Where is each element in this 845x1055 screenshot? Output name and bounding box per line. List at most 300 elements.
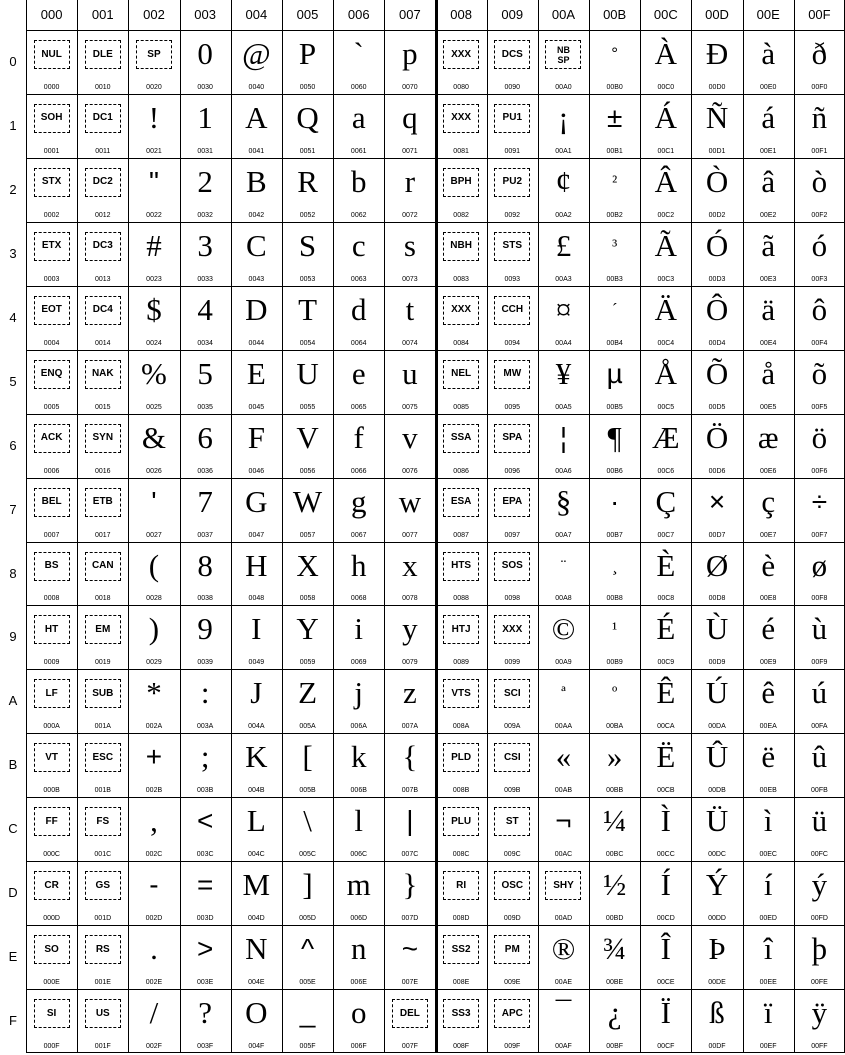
character-glyph: J [250, 675, 263, 711]
code-point-label: 00B0 [606, 83, 623, 91]
code-point-label: 0098 [504, 595, 521, 603]
code-cell-00F7 [794, 478, 845, 542]
grid-hline [26, 733, 845, 734]
character-glyph: I [251, 611, 262, 647]
code-cell-00C9 [640, 605, 691, 669]
code-cell-00CD [640, 861, 691, 925]
code-cell-0086 [436, 414, 487, 478]
code-cell-00EB [743, 733, 794, 797]
code-point-label: 000D [43, 915, 60, 923]
character-glyph: Ó [705, 227, 729, 263]
grid-hline [26, 925, 845, 926]
code-point-label: 00F4 [811, 339, 828, 347]
code-cell-0097 [487, 478, 538, 542]
code-point-label: 0004 [43, 339, 60, 347]
control-abbreviation: VT [34, 743, 70, 772]
code-point-label: 0021 [146, 147, 162, 155]
code-point-label: 0032 [197, 211, 213, 219]
code-point-label: 0029 [146, 659, 162, 667]
character-glyph: ¹ [612, 619, 618, 639]
character-glyph: Î [660, 931, 671, 967]
code-cell-0056 [282, 414, 333, 478]
code-point-label: 0052 [299, 211, 316, 219]
code-cell-002B [128, 733, 179, 797]
code-cell-00CA [640, 669, 691, 733]
code-cell-00EE [743, 925, 794, 989]
character-glyph: w [398, 483, 422, 519]
code-point-label: 00B7 [606, 531, 623, 539]
column-header-009: 009 [501, 7, 524, 22]
character-glyph: â [761, 163, 776, 199]
code-point-label: 00D3 [708, 275, 726, 283]
code-cell-008F [436, 989, 487, 1053]
control-abbreviation: NBH [443, 232, 479, 261]
character-glyph: U [296, 355, 319, 391]
control-abbreviation: SP [136, 40, 172, 69]
control-abbreviation: ETX [34, 232, 70, 261]
character-glyph: þ [811, 931, 828, 967]
character-glyph: 3 [197, 227, 213, 263]
code-point-label: 004C [247, 851, 265, 859]
code-point-label: 0046 [248, 467, 265, 475]
code-point-label: 004D [247, 915, 265, 923]
code-cell-000B [26, 733, 77, 797]
character-glyph: ; [200, 739, 210, 775]
code-cell-008C [436, 797, 487, 861]
character-glyph: \ [303, 803, 312, 839]
code-point-label: 0086 [453, 467, 469, 475]
code-point-label: 0071 [402, 147, 418, 155]
code-point-label: 00DD [708, 915, 726, 923]
character-glyph: : [200, 675, 210, 711]
character-glyph: ` [353, 36, 364, 71]
code-point-label: 003F [197, 1043, 214, 1050]
control-abbreviation: RI [443, 871, 479, 900]
character-glyph: u [402, 355, 418, 391]
row-header-5: 5 [9, 373, 17, 389]
control-abbreviation: NB SP [545, 40, 581, 69]
code-cell-002C [128, 797, 179, 861]
code-point-label: 0090 [504, 83, 521, 91]
control-abbreviation: BPH [443, 168, 479, 197]
code-cell-00AE [538, 925, 589, 989]
control-abbreviation: XXX [494, 615, 530, 644]
character-glyph: C [246, 227, 267, 263]
code-cell-0028 [128, 542, 179, 606]
control-abbreviation: LF [34, 679, 70, 708]
character-glyph: ý [811, 867, 828, 903]
code-point-label: 00B6 [606, 467, 623, 475]
code-cell-00F5 [794, 350, 845, 414]
code-point-label: 00A4 [555, 339, 572, 347]
code-point-label: 0022 [146, 211, 162, 219]
grid-hline [26, 989, 845, 990]
character-glyph: s [403, 227, 416, 263]
character-glyph: ä [761, 291, 776, 327]
code-point-label: 005A [299, 723, 316, 731]
code-point-label: 0012 [94, 211, 111, 219]
control-abbreviation: CAN [85, 552, 121, 581]
code-point-label: 00CB [657, 787, 675, 795]
code-cell-00FC [794, 797, 845, 861]
code-point-label: 0035 [197, 403, 213, 411]
code-point-label: 003A [196, 723, 214, 731]
row-header-C: C [8, 821, 18, 837]
character-glyph: ¬ [555, 805, 572, 837]
code-cell-00AB [538, 733, 589, 797]
character-glyph: l [354, 803, 364, 839]
code-cell-001D [77, 861, 128, 925]
code-point-label: 00FE [811, 979, 828, 987]
character-glyph: 8 [197, 547, 213, 583]
control-abbreviation: ETB [85, 488, 121, 517]
code-cell-005D [282, 861, 333, 925]
code-cell-00D8 [691, 542, 742, 606]
code-point-label: 0028 [146, 595, 162, 603]
code-point-label: 008A [452, 723, 470, 731]
code-point-label: 00BB [606, 787, 624, 795]
code-point-label: 0099 [504, 659, 521, 667]
code-cell-00E8 [743, 542, 794, 606]
code-point-label: 005B [299, 787, 316, 795]
character-glyph: î [763, 931, 773, 967]
code-cell-00FE [794, 925, 845, 989]
character-glyph: Ö [705, 419, 729, 455]
code-cell-00A7 [538, 478, 589, 542]
code-point-label: 00D0 [708, 83, 726, 91]
code-point-label: 0000 [43, 83, 60, 91]
grid-hline [26, 414, 845, 415]
code-cell-00E2 [743, 158, 794, 222]
character-glyph: 9 [197, 611, 213, 647]
code-point-label: 00F6 [811, 467, 828, 475]
code-cell-001A [77, 669, 128, 733]
character-glyph: Ý [705, 867, 729, 903]
code-point-label: 007B [401, 787, 419, 795]
code-cell-0060 [333, 30, 384, 94]
code-cell-00B9 [589, 605, 640, 669]
code-cell-00CB [640, 733, 691, 797]
character-glyph: v [402, 419, 418, 455]
control-abbreviation: SPA [494, 424, 530, 453]
character-glyph: V [296, 419, 319, 455]
code-point-label: 00FA [811, 723, 828, 731]
character-glyph: R [297, 163, 318, 199]
code-point-label: 0065 [350, 403, 367, 411]
code-cell-00D7 [691, 478, 742, 542]
code-cell-003A [180, 669, 231, 733]
code-cell-00C2 [640, 158, 691, 222]
control-abbreviation: CCH [494, 296, 530, 325]
code-cell-001E [77, 925, 128, 989]
code-point-label: 0034 [197, 339, 213, 347]
code-cell-0002 [26, 158, 77, 222]
character-glyph: ´ [611, 299, 618, 319]
character-glyph: m [346, 867, 371, 903]
code-point-label: 00C6 [657, 467, 675, 475]
code-point-label: 003D [196, 915, 214, 923]
code-cell-005B [282, 733, 333, 797]
code-cell-0098 [487, 542, 538, 606]
code-cell-00FD [794, 861, 845, 925]
code-cell-00EA [743, 669, 794, 733]
code-cell-00C3 [640, 222, 691, 286]
code-point-label: 00DE [708, 979, 726, 987]
column-header-003: 003 [194, 7, 216, 22]
code-cell-0043 [231, 222, 282, 286]
code-point-label: 009D [503, 915, 521, 923]
code-cell-00B8 [589, 542, 640, 606]
code-cell-0048 [231, 542, 282, 606]
character-glyph: º [612, 683, 618, 703]
code-cell-0067 [333, 478, 384, 542]
code-point-label: 00CD [656, 915, 675, 923]
code-point-label: 007A [401, 723, 419, 731]
character-glyph: Ú [705, 675, 729, 711]
character-glyph: - [149, 869, 159, 901]
code-cell-009E [487, 925, 538, 989]
character-glyph: û [811, 739, 828, 775]
code-point-label: 0040 [248, 83, 265, 91]
code-point-label: 0056 [299, 467, 316, 475]
character-glyph: h [350, 547, 367, 583]
code-point-label: 00AF [555, 1043, 572, 1050]
column-header-00D: 00D [705, 7, 729, 22]
code-cell-0094 [487, 286, 538, 350]
character-glyph: A [245, 99, 268, 135]
code-cell-0037 [180, 478, 231, 542]
code-cell-0061 [333, 94, 384, 158]
control-abbreviation: RS [85, 935, 121, 964]
code-cell-0066 [333, 414, 384, 478]
character-glyph: ¨ [560, 555, 567, 575]
code-point-label: 0014 [94, 339, 111, 347]
code-point-label: 0095 [504, 403, 521, 411]
code-cell-00F0 [794, 30, 845, 94]
control-abbreviation: SI [34, 999, 70, 1028]
code-point-label: 0002 [43, 211, 60, 219]
code-point-label: 0024 [146, 339, 162, 347]
code-point-label: 0016 [94, 467, 111, 475]
control-abbreviation: NUL [34, 40, 70, 69]
character-glyph: $ [146, 291, 162, 327]
code-point-label: 0038 [197, 595, 213, 603]
control-abbreviation: STS [494, 232, 530, 261]
row-header-7: 7 [9, 501, 17, 517]
code-cell-0071 [384, 94, 435, 158]
control-abbreviation: NEL [443, 360, 479, 389]
control-abbreviation: ST [494, 807, 530, 836]
code-point-label: 004E [248, 979, 265, 987]
column-header-008: 008 [450, 7, 472, 22]
code-point-label: 00D2 [708, 211, 726, 219]
code-point-label: 001B [94, 787, 111, 795]
code-cell-007E [384, 925, 435, 989]
code-point-label: 0058 [299, 595, 316, 603]
code-cell-005C [282, 797, 333, 861]
code-point-label: 0062 [350, 211, 367, 219]
character-glyph: , [150, 803, 158, 839]
code-point-label: 0094 [504, 339, 521, 347]
character-glyph: ã [761, 227, 776, 263]
code-point-label: 00A7 [555, 531, 572, 539]
code-point-label: 0001 [43, 147, 60, 155]
character-glyph: É [656, 611, 676, 647]
grid-hline [26, 94, 845, 95]
code-point-label: 002F [145, 1043, 162, 1050]
character-glyph: ò [811, 163, 828, 199]
row-header-0: 0 [9, 54, 17, 69]
code-cell-0019 [77, 605, 128, 669]
character-glyph: ô [811, 291, 828, 327]
character-glyph: . [150, 931, 158, 967]
character-glyph: B [246, 163, 267, 199]
column-header-002: 002 [143, 7, 165, 22]
code-point-label: 00B9 [606, 659, 623, 667]
code-cell-00BF [589, 989, 640, 1053]
control-abbreviation: MW [494, 360, 530, 389]
code-cell-0070 [384, 30, 435, 94]
character-glyph: = [196, 869, 214, 901]
code-cell-00CE [640, 925, 691, 989]
code-cell-00E9 [743, 605, 794, 669]
code-point-label: 0045 [248, 403, 265, 411]
character-glyph: ( [148, 547, 160, 583]
character-glyph: ¢ [555, 163, 572, 199]
code-cell-0031 [180, 94, 231, 158]
character-glyph: % [141, 355, 167, 391]
code-cell-00FB [794, 733, 845, 797]
code-point-label: 00E3 [760, 275, 777, 283]
code-cell-009D [487, 861, 538, 925]
code-point-label: 00EC [759, 851, 777, 859]
code-cell-004A [231, 669, 282, 733]
control-abbreviation: NAK [85, 360, 121, 389]
code-point-label: 00BE [606, 979, 624, 987]
code-point-label: 003E [196, 979, 214, 987]
code-point-label: 004B [248, 787, 265, 795]
code-cell-00E5 [743, 350, 794, 414]
code-cell-00DE [691, 925, 742, 989]
character-glyph: 1 [197, 99, 213, 135]
character-glyph: d [350, 291, 367, 327]
code-point-label: 00F2 [811, 211, 828, 219]
code-cell-00EC [743, 797, 794, 861]
code-point-label: 001A [94, 723, 111, 731]
code-point-label: 00EE [759, 979, 777, 987]
character-glyph: ? [198, 995, 213, 1031]
character-glyph: á [761, 99, 776, 135]
row-header-F: F [9, 1013, 17, 1029]
code-point-label: 0077 [402, 531, 418, 539]
code-point-label: 0076 [402, 467, 418, 475]
code-cell-0057 [282, 478, 333, 542]
character-glyph: æ [757, 419, 779, 455]
character-glyph: f [353, 419, 364, 455]
code-point-label: 0070 [402, 83, 418, 91]
code-cell-003F [180, 989, 231, 1053]
code-cell-0035 [180, 350, 231, 414]
code-cell-00E6 [743, 414, 794, 478]
code-point-label: 00A6 [555, 467, 572, 475]
character-glyph: È [656, 547, 676, 583]
character-glyph: ' [151, 485, 157, 517]
character-glyph: ÿ [811, 995, 828, 1031]
character-glyph: 2 [197, 163, 213, 199]
code-cell-009B [487, 733, 538, 797]
control-abbreviation: CSI [494, 743, 530, 772]
code-cell-0001 [26, 94, 77, 158]
code-cell-003B [180, 733, 231, 797]
code-point-label: 00EF [759, 1043, 777, 1050]
code-point-label: 005D [299, 915, 316, 923]
control-abbreviation: VTS [443, 679, 479, 708]
code-cell-0039 [180, 605, 231, 669]
character-glyph: y [402, 611, 418, 647]
character-glyph: Ã [654, 227, 678, 263]
code-cell-00D0 [691, 30, 742, 94]
control-abbreviation: HTJ [443, 615, 479, 644]
code-point-label: 0063 [350, 275, 367, 283]
character-glyph: Å [654, 355, 678, 391]
code-point-label: 007C [401, 851, 419, 859]
control-abbreviation: DCS [494, 40, 530, 69]
code-cell-009C [487, 797, 538, 861]
code-cell-00D3 [691, 222, 742, 286]
character-glyph: / [149, 995, 159, 1031]
character-glyph: [ [302, 739, 313, 775]
character-glyph: ½ [603, 867, 627, 903]
code-cell-002E [128, 925, 179, 989]
code-point-label: 00ED [759, 915, 777, 923]
code-cell-0047 [231, 478, 282, 542]
code-cell-00BD [589, 861, 640, 925]
code-cell-00EF [743, 989, 794, 1053]
character-glyph: Q [296, 99, 319, 135]
character-glyph: F [247, 419, 265, 455]
code-point-label: 00F9 [811, 659, 828, 667]
character-glyph: µ [606, 357, 623, 389]
code-point-label: 0068 [350, 595, 367, 603]
character-glyph: Æ [652, 419, 680, 455]
code-cell-0062 [333, 158, 384, 222]
control-abbreviation: SUB [85, 679, 121, 708]
code-point-label: 00A2 [555, 211, 572, 219]
character-glyph: Ê [656, 675, 676, 711]
column-header-000: 000 [40, 7, 63, 22]
code-point-label: 00D1 [708, 147, 726, 155]
code-cell-004C [231, 797, 282, 861]
row-header-3: 3 [9, 245, 17, 261]
row-header-6: 6 [9, 437, 17, 453]
code-cell-00B2 [589, 158, 640, 222]
character-glyph: í [763, 867, 773, 903]
code-point-label: 00A5 [555, 403, 572, 411]
code-cell-00D2 [691, 158, 742, 222]
code-cell-00C0 [640, 30, 691, 94]
code-cell-00D4 [691, 286, 742, 350]
code-cell-00A6 [538, 414, 589, 478]
character-glyph: { [402, 739, 418, 775]
column-header-00C: 00C [653, 7, 678, 22]
code-point-label: 0073 [402, 275, 418, 283]
code-cell-00B5 [589, 350, 640, 414]
row-header-2: 2 [9, 181, 17, 197]
control-abbreviation: EOT [34, 296, 70, 325]
character-glyph: } [402, 867, 418, 903]
grid-hline [26, 542, 845, 543]
character-glyph: ß [709, 995, 725, 1031]
